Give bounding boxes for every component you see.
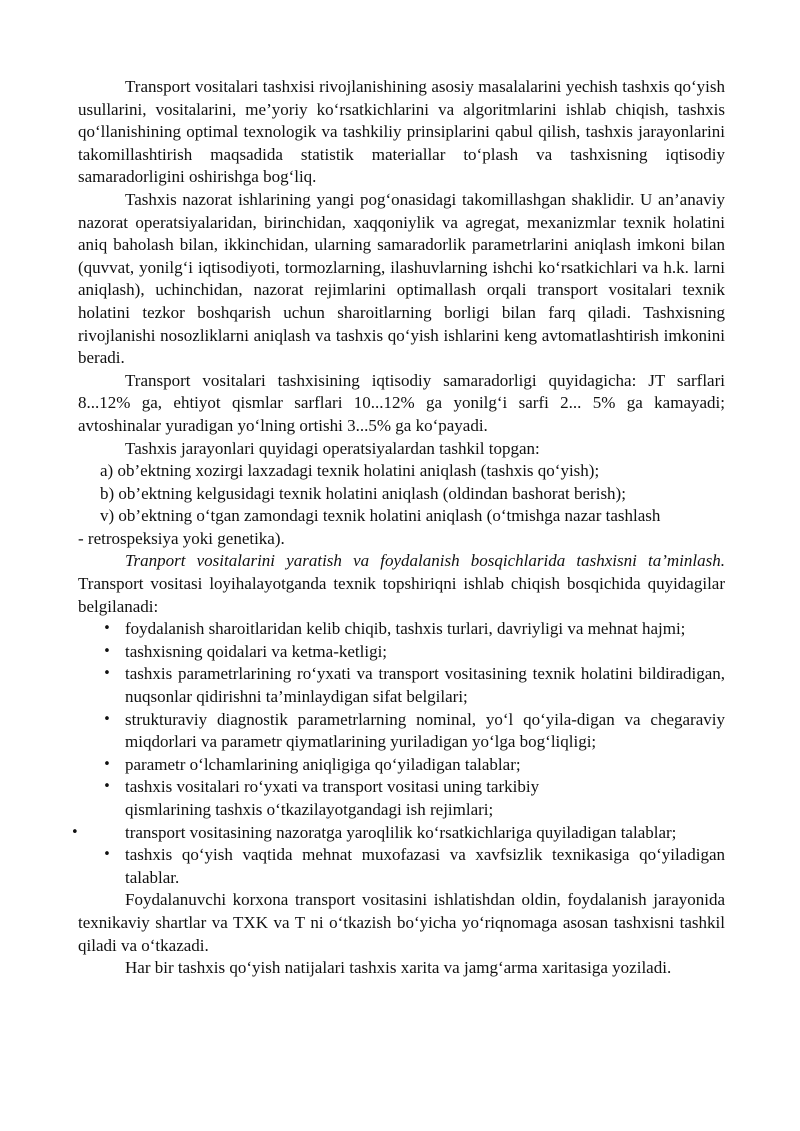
bullet-text: foydalanish sharoitlaridan kelib chiqib, tashxis turlari, davriyligi va mehnat hajmi; [125,619,686,639]
bullet-text: tashxis parametrlarining ro‘yxati va transport vositasining texnik holatini bildiradigan, nuqsonlar qidirishni ta’minlaydigan sifat belgilari; [125,664,725,707]
bullet-text: parametr o‘lchamlarining aniqligiga qo‘yiladigan talablar; [125,754,521,774]
bullet-icon: • [103,756,111,772]
bullet-list [78,618,725,821]
paragraph-bosqichlar [78,550,725,618]
bullet-item-2 [78,641,725,664]
document-page [71,76,725,980]
list-item-v-continuation: - retrospeksiya yoki genetika). [78,528,285,548]
bullet-item-6 [78,776,725,821]
bullet-icon: • [103,847,111,863]
bullet-text: strukturaviy diagnostik parametrlarning nominal, yo‘l qo‘yila-digan va chegaraviy miqdorlari va parametr qiymatlarining yuriladigan yo‘lga bog‘liqligi; [125,709,725,752]
bullet-list-2 [78,844,725,889]
bullet-item-8 [78,844,725,889]
bullet-item-1 [78,618,725,641]
bullet-text: transport vositasining nazoratga yaroqlilik ko‘rsatkichlariga quyiladigan talablar; [125,822,677,842]
bullet-text: tashxis qo‘yish vaqtida mehnat muxofazasi va xavfsizlik texnikasiga qo‘yiladigan talablar. [125,845,725,887]
bullet-text-line1: tashxis vositalari ro‘yxati va transport vositasi uning tarkibiy [125,777,540,797]
section-heading-italic: Tranport vositalarini yaratish va foydalanish bosqichlarida tashxisni ta’minlash. [125,551,725,571]
bullet-item-5 [78,754,725,777]
bullet-icon: • [71,824,79,840]
paragraph-intro: Transport vositalari tashxisi rivojlanishining asosiy masalalarini yechish tashxis qo‘yish usullarini, vositalarini, me’yoriy ko‘rsatkichlarini va algoritmlarini ishlab chiqish, tashxis qo‘llanishining optimal texnologik va tashkiliy prinsiplarini qabul qilish, tashxis jarayonlarini takomillashtirish maqsadida statistik materiallar to‘plash va tashxisning iqtisodiy samaradorligini oshirishga bog‘liq. [78,77,725,187]
paragraph-samaradorlik: Transport vositalari tashxisining iqtisodiy samaradorligi quyidagicha: JT sarflari 8...12% ga, ehtiyot qismlar sarflari 10...12% ga yonilg‘i sarfi 2... 5% ga kamayadi; avtoshinalar yuradigan yo‘lning ortishi 3...5% ga ko‘payadi. [78,370,725,435]
bullet-icon: • [103,779,111,795]
bullet-icon: • [103,643,111,659]
bullet-item-4 [78,709,725,754]
bullet-icon: • [103,711,111,727]
bullet-text: tashxisning qoidalari va ketma-ketligi; [125,641,388,661]
bullet-text-line2: qismlarining tashxis o‘tkazilayotgandagi ish rejimlari; [125,800,494,819]
paragraph-natijalar: Har bir tashxis qo‘yish natijalari tashxis xarita va jamg‘arma xaritasiga yoziladi. [125,958,672,978]
list-item-b: b) ob’ektning kelgusidagi texnik holatini aniqlash (oldindan bashorat berish); [100,483,626,503]
list-item-a: a) ob’ektning xozirgi laxzadagi texnik holatini aniqlash (tashxis qo‘yish); [100,461,600,481]
paragraph-foydalanuvchi: Foydalanuvchi korxona transport vositasini ishlatishdan oldin, foydalanish jarayonida texnikaviy shartlar va TXK va T ni o‘tkazish bo‘yicha yo‘riqnomaga asosan tashxisni tashkil qiladi va o‘tkazadi. [78,890,725,955]
paragraph-bosqichlar-text: Transport vositasi loyihalayotganda texnik topshiriqni ishlab chiqish bosqichida quyidagilar belgilanadi: [78,574,725,616]
bullet-item-7 [71,822,725,845]
bullet-icon: • [103,666,111,682]
bullet-icon: • [103,621,111,637]
bullet-item-3 [78,663,725,708]
paragraph-tashxis-shakli: Tashxis nazorat ishlarining yangi pog‘onasidagi takomillashgan shaklidir. U an’anaviy nazorat operatsiyalaridan, birinchidan, xaqqoniylik va agregat, mexanizmlar texnik holatini aniq baholash bilan, ikkinchidan, ularning samaradorlik parametrlarini aniqlash imkoni bilan (quvvat, yonilg‘i iqtisodiyoti, tormozlarning, ilashuvlarning ishchi ko‘rsatkichlari va h.k. larni aniqlash), uchinchidan, nazorat rejimlarini optimallash orqali transport vositalari texnik holatini tezkor boshqarish uchun sharoitlarning borligi bilan farq qiladi. Tashxisning rivojlanishi nosozliklarni aniqlash va tashxis qo‘yish ishlarini keng avtomatlashtirish imkonini beradi. [78,189,725,368]
paragraph-operatsiyalar: Tashxis jarayonlari quyidagi operatsiyalardan tashkil topgan: [125,438,540,458]
list-item-v: v) ob’ektning o‘tgan zamondagi texnik holatini aniqlash (o‘tmishga nazar tashlash [100,506,661,526]
